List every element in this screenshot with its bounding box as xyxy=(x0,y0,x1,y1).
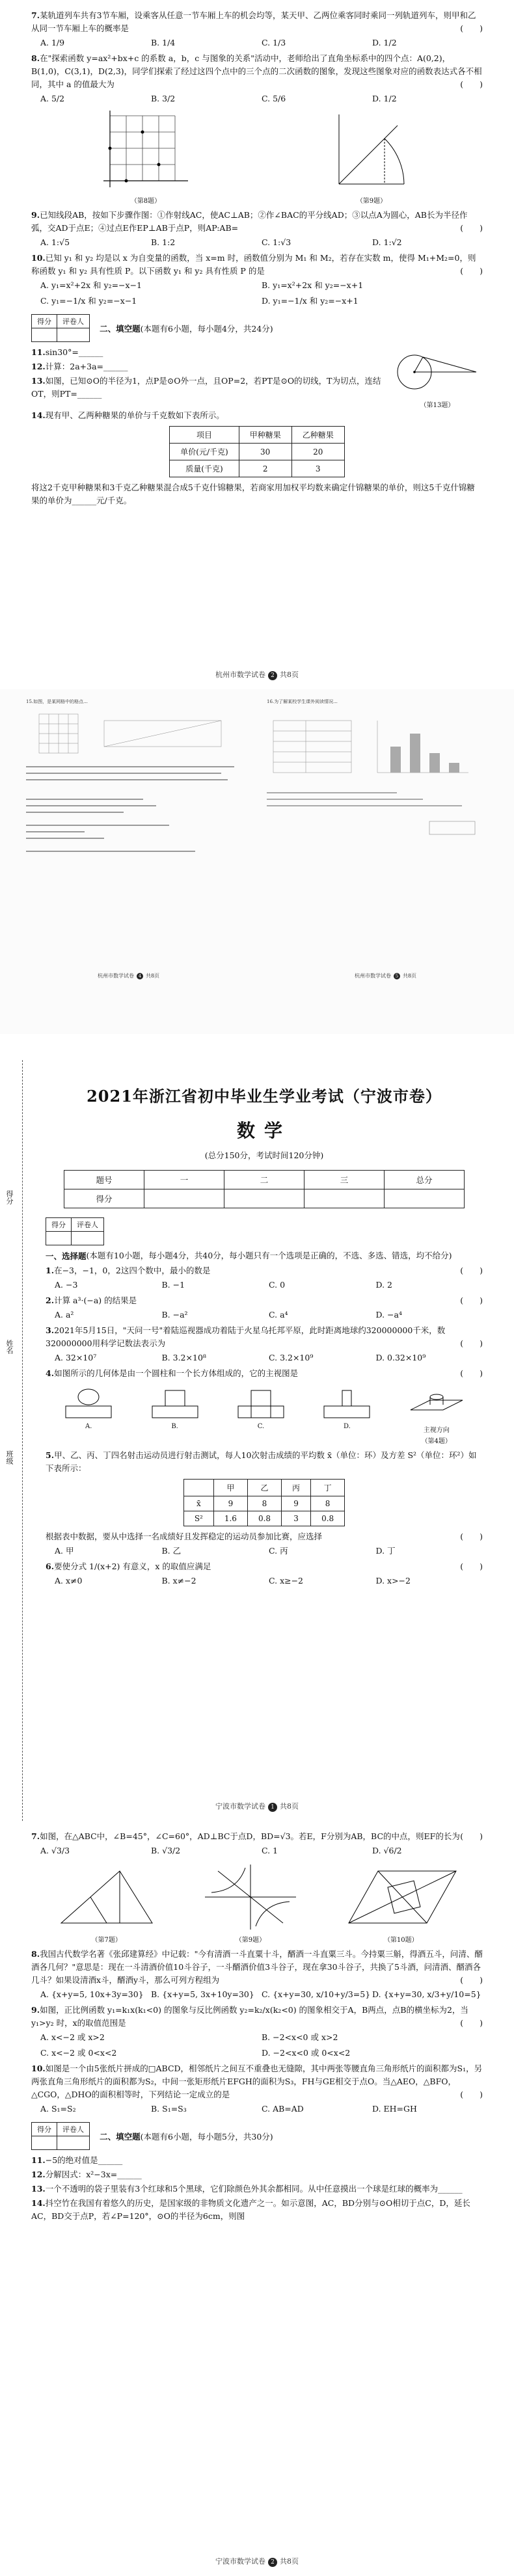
option-a[interactable]: A. a² xyxy=(55,1309,74,1320)
exam-page-ningbo-2 xyxy=(0,1821,514,2576)
figure-9: （第9题） xyxy=(198,1861,303,1944)
question-10: 10.如图是一个由5张纸片拼成的□ABCD，相邻纸片之间互不重叠也无缝隙，其中两张等腰直角三角形纸片的面积都为S₁，另两张直角三角形纸片的面积都为S₂，中间一张矩形纸片EFGH的面积为S₃，FH与GE相交于点O。当△AEO，△BFO，△CGO，△DHO的面积相等时，下列结论一定成立的是 ( ) xyxy=(31,2062,483,2101)
option-a[interactable]: A. 甲 xyxy=(55,1545,74,1556)
options-9 xyxy=(40,236,483,249)
option-c[interactable]: C. a⁴ xyxy=(269,1309,288,1320)
question-10: 10.已知 y₁ 和 y₂ 均是以 x 为自变量的函数，当 x=m 时，函数值分别为 M₁ 和 M₂，若存在实数 m，使得 M₁+M₂=0，则称函数 y₁ 和 y₂ 具有性质 P。以下函数 y₁ 和 y₂ 具有性质 P 的是 ( ) xyxy=(31,252,483,278)
option-c[interactable]: C. 0 xyxy=(269,1279,286,1290)
option-a[interactable]: A. √3/3 xyxy=(40,1846,70,1855)
score-cell[interactable] xyxy=(32,328,57,342)
option-d[interactable]: D. y₁=−1/x 和 y₂=−x+1 xyxy=(262,296,358,306)
score-cell[interactable] xyxy=(385,1189,465,1208)
figure-9: （第9题） xyxy=(326,109,417,205)
section-1-title: 一、选择题(本题有10小题，每小题4分，共40分，每小题只有一个选项是正确的，不选、多选、错选，均不给分) xyxy=(46,1251,452,1261)
option-d[interactable]: D. √6/2 xyxy=(372,1846,402,1855)
q11-13-block xyxy=(31,346,483,409)
circle-tangent-figure xyxy=(392,346,483,398)
question-5-continued: 根据表中数据，要从中选择一名成绩好且发挥稳定的运动员参加比赛，应选择 ( ) xyxy=(46,1530,483,1543)
option-c[interactable]: C. 丙 xyxy=(269,1545,288,1556)
option-a-figure[interactable]: A. xyxy=(59,1384,118,1445)
option-c[interactable]: C. {x+y=30, x/10+y/3=5} xyxy=(262,1989,371,1999)
option-c[interactable]: C. x<−2 或 0<x<2 xyxy=(40,2048,117,2058)
exam-subtitle: (总分150分，考试时间120分钟) xyxy=(204,1150,324,1160)
option-b[interactable]: B. 3/2 xyxy=(151,94,176,103)
answer-paren[interactable]: ( ) xyxy=(460,266,483,276)
option-b[interactable]: B. √3/2 xyxy=(151,1846,181,1855)
option-a[interactable]: A. x<−2 或 x>2 xyxy=(40,2032,105,2042)
question-1: 1.在−3，−1，0，2这四个数中，最小的数是 ( ) xyxy=(46,1264,483,1277)
question-2: 2.计算 a³·(−a) 的结果是 ( ) xyxy=(46,1294,483,1307)
answer-paren[interactable]: ( ) xyxy=(460,23,483,33)
page-footer: 杭州市数学试卷 2 共8页 xyxy=(215,671,299,679)
page-footer: 宁波市数学试卷 2 共8页 xyxy=(215,2557,299,2566)
exam-page-hangzhou-2 xyxy=(0,0,514,689)
question-13: 13.一个不透明的袋子里装有3个红球和5个黑球，它们除颜色外其余都相同。从中任意摸出一个球是红球的概率为______ xyxy=(31,2184,463,2194)
section-title: 二、填空题(本题有6小题，每小题4分，共24分) xyxy=(100,323,273,334)
shooting-table: 甲 乙 丙 丁 x̄ 9 8 9 8 S² 1.6 0.8 3 0.8 xyxy=(183,1479,345,1526)
question-13: 13.如图，已知⊙O的半径为1，点P是⊙O外一点，且OP=2，若PT是⊙O的切线，T为切点，连结OT，则PT=______ xyxy=(31,376,381,399)
left-column: 15.如图，是某网格中的格点... xyxy=(26,698,247,905)
exam-page-ningbo-1 xyxy=(0,1060,514,1821)
options-7 xyxy=(40,36,483,49)
answer-paren[interactable]: ( ) xyxy=(460,1338,483,1348)
option-d[interactable]: D. −2<x<0 或 0<x<2 xyxy=(262,2048,351,2058)
options-5 xyxy=(55,1545,483,1558)
figures-7-9-10 xyxy=(31,1861,483,1944)
option-d[interactable]: D. {x+y=30, x/3+y/10=5} xyxy=(372,1989,481,1999)
option-c[interactable]: C. 1:√3 xyxy=(262,237,291,247)
option-b[interactable]: B. −2<x<0 或 x>2 xyxy=(262,2032,338,2042)
question-4: 4.如图所示的几何体是由一个圆柱和一个长方体组成的，它的主视图是 ( ) xyxy=(46,1367,483,1380)
option-d[interactable]: D. 丁 xyxy=(375,1545,396,1556)
option-b[interactable]: B. 乙 xyxy=(161,1545,182,1556)
options-10-ab xyxy=(40,279,483,292)
option-c[interactable]: C. y₁=−1/x 和 y₂=−x−1 xyxy=(40,296,137,306)
figure-10: （第10题） xyxy=(336,1861,466,1944)
options-10 xyxy=(40,2103,483,2116)
options-8 xyxy=(40,92,483,105)
options-3 xyxy=(55,1351,483,1364)
section-1-header xyxy=(46,1217,483,1245)
option-c[interactable]: C. 3.2×10⁹ xyxy=(269,1352,314,1362)
page-footer: 宁波市数学试卷 1 共8页 xyxy=(215,1802,299,1811)
option-d[interactable]: D. 2 xyxy=(375,1279,392,1290)
question-8: 8.在"探索函数 y=ax²+bx+c 的系数 a，b，c 与图象的关系"活动中，老师给出了直角坐标系中的四个点：A(0,2)，B(1,0)，C(3,1)，D(2,3)，同学们探索了经过这四个点中的三个点的二次函数的图象，发现这些图象对应的函数表达式各不相同，其中 a 的值最大为 ( ) xyxy=(31,52,483,91)
options-9-ab xyxy=(40,2031,483,2044)
question-6: 6.要使分式 1/(x+2) 有意义，x 的取值应满足 ( ) xyxy=(46,1560,483,1573)
option-b[interactable]: B. −a² xyxy=(161,1309,188,1320)
question-11: 11.sin30°=______ xyxy=(31,347,103,357)
option-a[interactable]: A. {x+y=5, 10x+3y=30} xyxy=(40,1989,144,1999)
options-7 xyxy=(40,1844,483,1857)
right-column: 16.为了解某校学生课外阅读情况... xyxy=(267,698,488,905)
option-d[interactable]: D. 1:√2 xyxy=(372,237,402,247)
options-1 xyxy=(55,1279,483,1292)
option-a[interactable]: A. −3 xyxy=(55,1279,78,1290)
answer-paren[interactable]: ( ) xyxy=(460,79,483,89)
options-6 xyxy=(55,1574,483,1587)
option-a[interactable]: A. 32×10⁷ xyxy=(55,1352,97,1362)
score-cell[interactable] xyxy=(304,1189,385,1208)
exam-page-hangzhou-4-5 xyxy=(0,689,514,1060)
question-5: 5.甲、乙、丙、丁四名射击运动员进行射击测试，每人10次射击成绩的平均数 x̄（单位：环）及方差 S²（单位：环²）如下表所示： xyxy=(46,1450,477,1473)
question-12: 12.分解因式：x²−3x=______ xyxy=(31,2170,142,2179)
option-b[interactable]: B. x≠−2 xyxy=(161,1575,196,1586)
question-7: 7.如图，在△ABC中，∠B=45°，∠C=60°，AD⊥BC于点D，BD=√3。若E，F分别为AB，BC的中点，则EF的长为 ( ) xyxy=(31,1830,483,1843)
answer-paren[interactable]: ( ) xyxy=(460,2090,483,2099)
construction-figure xyxy=(326,109,417,194)
option-d-figure[interactable]: D. xyxy=(318,1384,376,1445)
option-b[interactable]: B. 1:2 xyxy=(151,237,176,247)
option-a[interactable]: A. x≠0 xyxy=(55,1575,83,1586)
candy-table: 项目 甲种糖果 乙种糖果 单价(元/千克) 30 20 质量(千克) 2 3 xyxy=(169,426,344,477)
grader-box: 得分 评卷人 xyxy=(31,2122,90,2150)
option-c-figure[interactable]: C. xyxy=(232,1384,290,1445)
figures-8-9 xyxy=(31,109,483,205)
figures-4 xyxy=(46,1384,483,1445)
total-score-table: 题号 一 二 三 总分 得分 xyxy=(64,1170,465,1208)
subject-title: 数学 xyxy=(236,1120,291,1141)
binding-strip: 得分 姓名 班级 xyxy=(0,1060,23,1821)
answer-paren[interactable]: ( ) xyxy=(460,1831,483,1841)
answer-paren[interactable]: ( ) xyxy=(460,1295,483,1305)
section-2-header xyxy=(31,314,483,342)
option-a[interactable]: A. y₁=x²+2x 和 y₂=−x−1 xyxy=(40,280,142,290)
options-10-cd xyxy=(40,295,483,308)
option-c[interactable]: C. 5/6 xyxy=(262,94,286,103)
option-b[interactable]: B. y₁=x²+2x 和 y₂=−x+1 xyxy=(262,280,364,290)
answer-paren[interactable]: ( ) xyxy=(460,1368,483,1378)
options-2 xyxy=(55,1308,483,1321)
question-11: 11.−5的绝对值是______ xyxy=(31,2155,123,2165)
question-9: 9.已知线段AB，按如下步骤作图：①作射线AC，使AC⊥AB；②作∠BAC的平分线AD；③以点A为圆心，AB长为半径作弧，交AD于点E；④过点E作EP⊥AB于点P，则AP:AB= ( ) xyxy=(31,209,483,235)
option-d[interactable]: D. 1/2 xyxy=(372,94,397,103)
figure-7: （第7题） xyxy=(48,1861,165,1944)
answer-paren[interactable]: ( ) xyxy=(460,223,483,233)
question-14-continued: 将这2千克甲种糖果和3千克乙种糖果混合成5千克什锦糖果，若商家用加权平均数来确定什锦糖果的单价，则这5千克什锦糖果的单价为______元/千克。 xyxy=(31,483,475,505)
option-b[interactable]: B. 3.2×10⁸ xyxy=(161,1352,206,1362)
question-3: 3.2021年5月15日，"天问一号"着陆巡视器成功着陆于火星乌托邦平原，此时距离地球约320000000千米，数320000000用科学记数法表示为 ( ) xyxy=(46,1324,483,1350)
option-c[interactable]: C. x≥−2 xyxy=(269,1575,304,1586)
grader-cell[interactable] xyxy=(57,328,90,342)
answer-paren[interactable]: ( ) xyxy=(460,1531,483,1541)
option-b[interactable]: B. S₁=S₃ xyxy=(151,2104,187,2114)
grader-cell[interactable] xyxy=(57,2136,90,2150)
grader-box: 得分 评卷人 xyxy=(46,1217,104,1245)
question-9: 9.如图，正比例函数 y₁=k₁x(k₁<0) 的图象与反比例函数 y₂=k₂/x(k₂<0) 的图象相交于A，B两点，点B的横坐标为2，当 y₁>y₂ 时，x的取值范围是 ( ) xyxy=(31,2004,483,2030)
grader-box: 得分 评卷人 xyxy=(31,314,90,342)
section-title: 二、填空题(本题有6小题，每小题5分，共30分) xyxy=(100,2131,273,2142)
figure-8: （第8题） xyxy=(97,109,195,205)
option-c[interactable]: C. 1 xyxy=(262,1846,278,1855)
option-b-figure[interactable]: B. xyxy=(146,1384,204,1445)
question-12: 12.计算：2a+3a=______ xyxy=(31,362,128,371)
option-a[interactable]: A. S₁=S₂ xyxy=(40,2104,76,2114)
question-7: 7.某轨道列车共有3节车厢，设乘客从任意一节车厢上车的机会均等，某天甲、乙两位乘客同时乘同一列轨道列车，则甲和乙从同一节车厢上车的概率是 ( ) xyxy=(31,9,483,35)
left-column-figures xyxy=(26,708,241,903)
option-a[interactable]: A. 5/2 xyxy=(40,94,65,103)
figure-4: 主视方向 （第4题） xyxy=(404,1384,469,1445)
option-b[interactable]: B. 1/4 xyxy=(151,38,176,47)
question-14: 14.抖空竹在我国有着悠久的历史，是国家级的非物质文化遗产之一。如示意图，AC，BD分别与⊙O相切于点C，D，延长AC，BD交于点P，若∠P=120°，⊙O的半径为6cm，则图 xyxy=(31,2198,470,2221)
option-d[interactable]: D. x>−2 xyxy=(375,1575,411,1586)
question-8: 8.我国古代数学名著《张邱建算经》中记载："今有清酒一斗直粟十斗，醑酒一斗直粟三斗。今持粟三斛，得酒五斗，问清、醑酒各几何？"意思是：现在一斗清酒价值10斗谷子，一斗醑酒价值3斗谷子，现在拿30斗谷子，共换了5斗酒，问清酒、醑酒各几斗？如果设清酒x斗，醑酒y斗，那么可列方程组为 ( ) xyxy=(31,1948,483,1987)
option-d[interactable]: D. 1/2 xyxy=(372,38,397,47)
option-a[interactable]: A. 1/9 xyxy=(40,38,65,47)
footer-right: 杭州市数学试卷 5 共8页 xyxy=(354,973,417,979)
score-cell[interactable] xyxy=(32,2136,57,2150)
option-d[interactable]: D. 0.32×10⁹ xyxy=(375,1352,426,1362)
right-column-figures xyxy=(267,708,481,903)
exam-title: 2021年浙江省初中毕业生学业考试（宁波市卷） xyxy=(87,1087,442,1106)
question-14: 14.现有甲、乙两种糖果的单价与千克数如下表所示。 xyxy=(31,410,224,420)
score-cell[interactable] xyxy=(224,1189,304,1208)
answer-paren[interactable]: ( ) xyxy=(460,2018,483,2028)
option-d[interactable]: D. −a⁴ xyxy=(375,1309,402,1320)
options-9-cd xyxy=(40,2047,483,2060)
score-cell[interactable] xyxy=(46,1232,72,1245)
score-cell[interactable] xyxy=(144,1189,224,1208)
option-b[interactable]: B. {x+y=5, 3x+10y=30} xyxy=(151,1989,254,1999)
grid-figure xyxy=(97,109,195,194)
answer-paren[interactable]: ( ) xyxy=(460,1561,483,1571)
figure-13: （第13题） xyxy=(392,346,483,409)
footer-left: 杭州市数学试卷 4 共8页 xyxy=(97,973,160,979)
section-2-header xyxy=(31,2122,483,2150)
grader-cell[interactable] xyxy=(72,1232,104,1245)
option-b[interactable]: B. −1 xyxy=(161,1279,185,1290)
answer-paren[interactable]: ( ) xyxy=(460,1975,483,1985)
answer-paren[interactable]: ( ) xyxy=(460,1265,483,1275)
option-c[interactable]: C. AB=AD xyxy=(262,2104,304,2114)
options-8 xyxy=(40,1988,483,2001)
option-d[interactable]: D. EH=GH xyxy=(372,2104,417,2114)
option-c[interactable]: C. 1/3 xyxy=(262,38,286,47)
option-a[interactable]: A. 1:√5 xyxy=(40,237,70,247)
